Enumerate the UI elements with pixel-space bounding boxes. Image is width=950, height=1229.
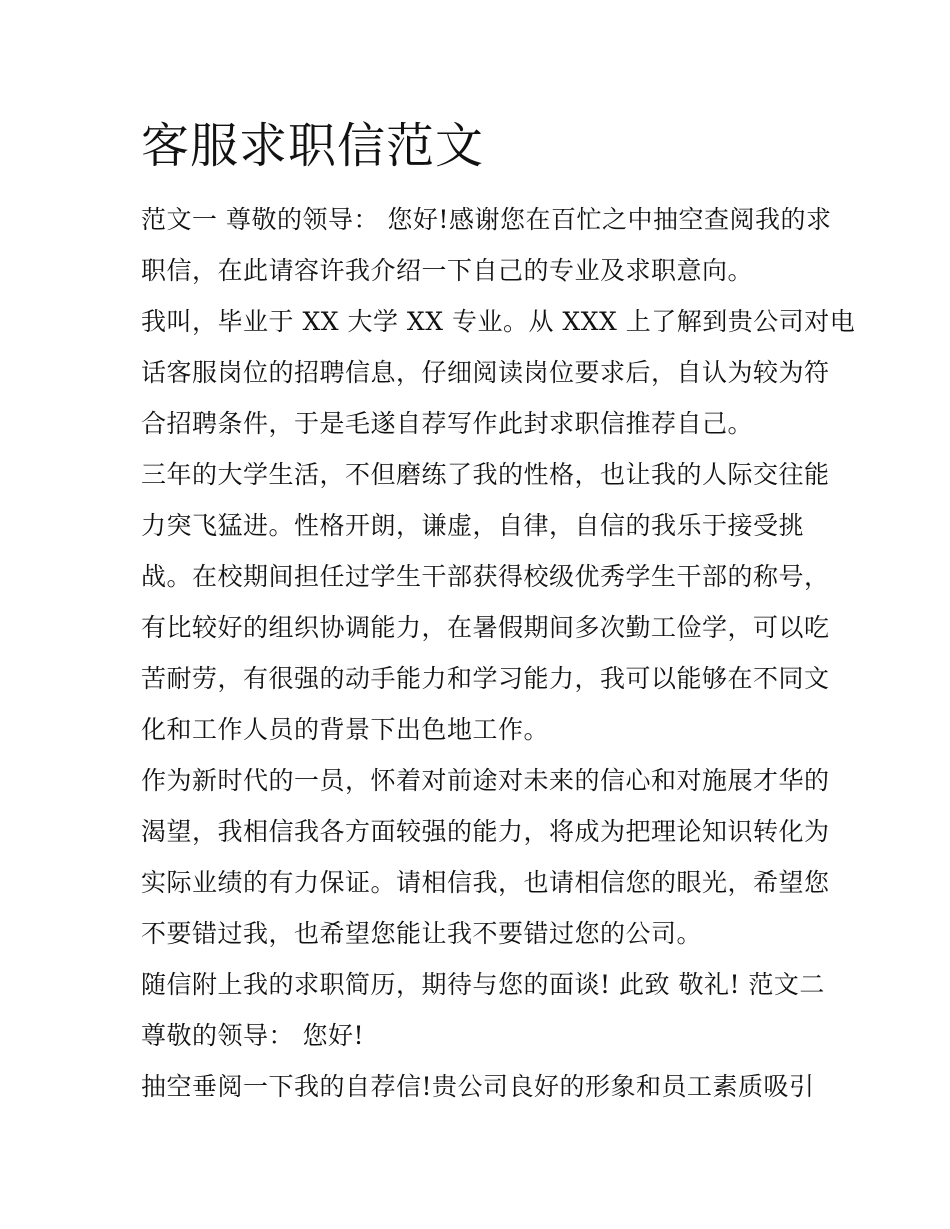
text-line: 实际业绩的有力保证。请相信我，也请相信您的眼光，希望您 [141, 868, 830, 897]
text-line: 渴望，我相信我各方面较强的能力，将成为把理论知识转化为 [141, 817, 830, 846]
text-line: 话客服岗位的招聘信息，仔细阅读岗位要求后，自认为较为符 [141, 358, 830, 387]
text-line: 范文一 尊敬的领导： 您好!感谢您在百忙之中抽空查阅我的求 [141, 205, 832, 234]
text-line: 我叫，毕业于 XX 大学 XX 专业。从 XXX 上了解到贵公司对电 [141, 307, 856, 336]
document-title: 客服求职信范文 [141, 118, 485, 174]
text-line: 战。在校期间担任过学生干部获得校级优秀学生干部的称号， [141, 562, 830, 591]
text-line: 有比较好的组织协调能力，在暑假期间多次勤工俭学，可以吃 [141, 613, 830, 642]
text-line: 抽空垂阅一下我的自荐信!贵公司良好的形象和员工素质吸引 [141, 1072, 815, 1101]
text-line: 三年的大学生活，不但磨练了我的性格，也让我的人际交往能 [141, 460, 830, 489]
text-line: 随信附上我的求职简历，期待与您的面谈! 此致 敬礼! 范文二 [141, 970, 825, 999]
text-line: 作为新时代的一员，怀着对前途对未来的信心和对施展才华的 [141, 766, 830, 795]
text-line: 合招聘条件，于是毛遂自荐写作此封求职信推荐自己。 [141, 409, 754, 438]
text-line: 力突飞猛进。性格开朗，谦虚，自律，自信的我乐于接受挑 [141, 511, 805, 540]
text-line: 化和工作人员的背景下出色地工作。 [141, 715, 550, 744]
text-line: 不要错过我，也希望您能让我不要错过您的公司。 [141, 919, 703, 948]
text-line: 苦耐劳，有很强的动手能力和学习能力，我可以能够在不同文 [141, 664, 830, 693]
text-line: 职信，在此请容许我介绍一下自己的专业及求职意向。 [141, 256, 754, 285]
text-line: 尊敬的领导： 您好! [141, 1021, 364, 1050]
